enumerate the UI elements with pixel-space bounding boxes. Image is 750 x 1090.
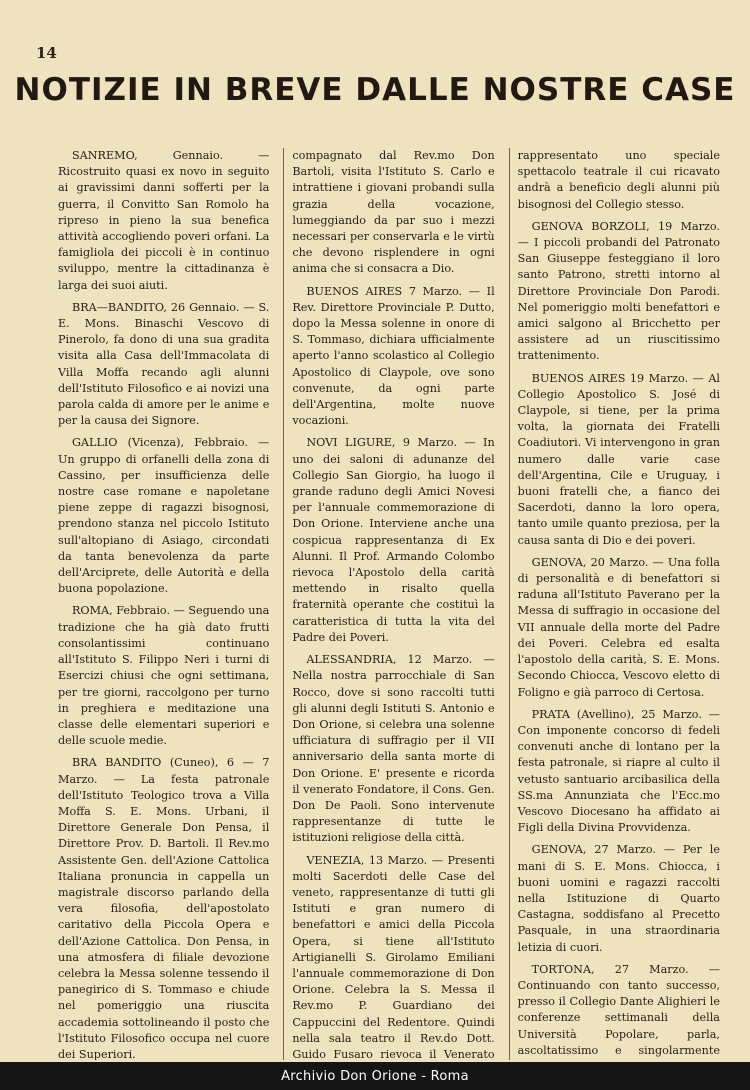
news-item: BUENOS AIRES 7 Marzo. — Il Rev. Direttore Provinciale P. Dutto, dopo la Messa solenne in onore di S. Tommaso, dichiara ufficialmente aperto l'anno scolastico al Collegio Apostolico di Claypole, ove sono convenute, da ogni parte dell'Argentina, molte nuove vocazioni. [292,284,495,428]
news-item: GALLIO (Vicenza), Febbraio. — Un gruppo di orfanelli della zona di Cassino, per insufficienza delle nostre case romane e napoletane piene zeppe di ragazzi bisognosi, prendono stanza nel piccolo Istituto sull'altopiano di Asiago, circondati da tanta benevolenza da parte dell'Arciprete, delle Autorità e della buona popolazione. [58,436,270,596]
news-item: GENOVA, 27 Marzo. — Per le mani di S. E. Mons. Chiocca, i buoni uomini e ragazzi raccolti nella Istituzione di Quarto Castagna, soddisfano al Precetto Pasquale, in una straordinaria letizia di cuori. [517,843,720,954]
page-title: NOTIZIE IN BREVE DALLE NOSTRE CASE [14,72,736,108]
news-item: BUENOS AIRES 19 Marzo. — Al Collegio Apostolico S. José di Claypole, si tiene, per la prima volta, la giornata dei Fratelli Coadiutori. Vi intervengono in gran numero dalle varie case dell'Argentina, Cile e Uruguay, i buoni fratelli che, a fianco dei Sacerdoti, danno la loro opera, tanto umile quanto preziosa, per la causa santa di Dio e dei poveri. [517,371,720,547]
column-1 [58,148,269,1060]
news-item: BRA—BANDITO, 26 Gennaio. — S. E. Mons. Binaschi Vescovo di Pinerolo, fa dono di una sua gradita visita alla Casa dell'Immacolata di Villa Moffa recando agli alunni dell'Istituto Filosofico e ai novizi una parola calda di amore per le anime e per la causa dei Signore. [58,300,270,428]
news-item: TORTONA, 27 Marzo. — Continuando con tanto successo, presso il Collegio Dante Alighieri le conferenze settimanali della Università Popolare, parla, ascoltatissimo e singolarmente [517,962,720,1057]
news-item: GENOVA, 20 Marzo. — Una folla di personalità e di benefattori si raduna all'Istituto Paverano per la Messa di suffragio in occasione del VII annuale della morte del Padre dei Poveri. Celebra ed esalta l'apostolo della carità, S. E. Mons. Secondo Chiocca, Vescovo eletto di Foligno e già parroco di Certosa. [517,555,720,699]
news-item: PRATA (Avellino), 25 Marzo. — Con imponente concorso di fedeli convenuti anche di lontano per la festa patronale, si riapre al culto il vetusto santuario arcibasilica della SS.ma Annunziata che l'Ecc.mo Vescovo Diocesano ha affidato ai Figli della Divina Provvidenza. [517,707,720,835]
article-columns [58,148,720,1060]
column-2 [283,148,494,1060]
news-item: BRA BANDITO (Cuneo), 6 — 7 Marzo. — La festa patronale dell'Istituto Teologico trova a Villa Moffa S. E. Mons. Urbani, il Direttore Generale Don Pensa, il Direttore Prov. D. Bartoli. Il Rev.mo Assistente Gen. dell'Azione Cattolica Italiana pronuncia in cappella un magistrale discorso parlando della vera filosofia, dell'apostolato caritativo della Piccola Opera e dell'Azione Cattolica. Don Pensa, in una atmosfera di filiale devozione celebra la Messa solenne tessendo il panegirico di S. Tommaso e chiude nel pomeriggio una riuscita accademia sottolineando il posto che l'Istituto Filosofico occupa nel cuore dei Superiori. [58,756,270,1060]
news-item-continuation: compagnato dal Rev.mo Don Bartoli, visita l'Istituto S. Carlo e intrattiene i giovani probandi sulla grazia della vocazione, lumeggiando da par suo i mezzi necessari per conservarla e le virtù che devono risplendere in ogni anima che si consacra a Dio. [292,149,495,276]
news-item: ROMA, Febbraio. — Seguendo una tradizione che ha già dato frutti consolantissimi continuano all'Istituto S. Filippo Neri i turni di Esercizi chiusi che ogni settimana, per tre giorni, raccolgono per turno in preghiera e meditazione una classe delle elementari superiori e delle scuole medie. [58,604,270,748]
news-item: VENEZIA, 13 Marzo. — Presenti molti Sacerdoti delle Case del veneto, rappresentanze di tutti gli Istituti e gran numero di benefattori e amici della Piccola Opera, si tiene all'Istituto Artigianelli S. Girolamo Emiliani l'annuale commemorazione di Don Orione. Celebra la S. Messa il Rev.mo P. Guardiano dei Cappuccini del Redentore. Quindi nella sala teatro il Rev.do Dott. Guido Fusaro rievoca il Venerato [292,853,495,1060]
column-3 [509,148,720,1060]
news-item: ALESSANDRIA, 12 Marzo. — Nella nostra parrocchiale di San Rocco, dove si sono raccolti tutti gli alunni degli Istituti S. Antonio e Don Orione, si celebra una solenne ufficiatura di suffragio per il VII anniversario della santa morte di Don Orione. E' presente e ricorda il venerato Fondatore, il Cons. Gen. Don De Paoli. Sono intervenute rappresentanze di tutte le istituzioni religiose della città. [292,653,495,845]
news-item: NOVI LIGURE, 9 Marzo. — In uno dei saloni di adunanze del Collegio San Giorgio, ha luogo il grande raduno degli Amici Novesi per l'annuale commemorazione di Don Orione. Interviene anche una cospicua rappresentanza di Ex Alunni. Il Prof. Armando Colombo rievoca l'Apostolo della carità mettendo in risalto quella fraternità operante che costituì la caratteristica di tutta la vita del Padre dei Poveri. [292,436,495,644]
news-item: SANREMO, Gennaio. — Ricostruito quasi ex novo in seguito ai gravissimi danni sofferti per la guerra, il Convitto San Romolo ha ripreso in pieno la sua benefica attività accogliendo poveri orfani. La famigliola dei piccoli è in continuo sviluppo, mentre la cittadinanza è larga dei suoi aiuti. [58,149,270,292]
news-item-continuation: rappresentato uno speciale spettacolo teatrale il cui ricavato andrà a beneficio degli alunni più bisognosi del Collegio stesso. [517,149,720,211]
page-number: 14 [36,44,57,62]
news-item: GENOVA BORZOLI, 19 Marzo. — I piccoli probandi del Patronato San Giuseppe festeggiano il loro santo Patrono, stretti intorno al Direttore Provinciale Don Parodi. Nel pomeriggio molti benefattori e amici salgono al Bricchetto per assistere ad un riuscitissimo trattenimento. [517,219,720,363]
archive-footer: Archivio Don Orione - Roma [0,1062,750,1090]
